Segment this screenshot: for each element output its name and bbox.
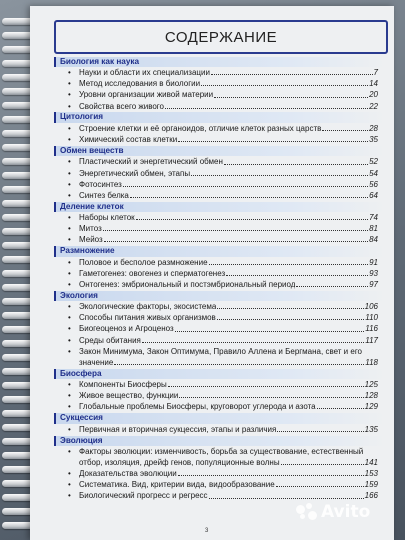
dot-leader: [175, 331, 365, 332]
entry-page: 91: [369, 257, 378, 267]
toc-entry[interactable]: [54, 379, 386, 390]
toc-section: [54, 413, 386, 435]
toc-entry[interactable]: [54, 323, 386, 334]
toc-entry[interactable]: [54, 123, 386, 134]
section-title: Деление клеток: [54, 202, 386, 213]
avito-watermark: [296, 500, 396, 524]
section-title: Эволюция: [54, 436, 386, 447]
entry-page: 56: [369, 179, 378, 189]
dot-leader: [103, 230, 368, 231]
table-of-contents: [54, 56, 386, 502]
entry-text: • Пластический и энергетический обмен: [79, 157, 223, 167]
entry-text: • Наборы клеток: [79, 213, 135, 223]
entry-text: • Способы питания живых организмов: [79, 313, 216, 323]
dot-leader: [217, 308, 363, 309]
dot-leader: [114, 364, 364, 365]
watermark-text: Avito: [321, 502, 371, 522]
entry-text: • Доказательства эволюции: [79, 469, 177, 479]
toc-entry[interactable]: [54, 156, 386, 167]
toc-entry[interactable]: [54, 257, 386, 268]
entry-text: • Биогеоценоз и Агроценоз: [79, 324, 174, 334]
entry-text-continued: отбор, изоляция, дрейф генов, популяционные волны: [79, 458, 280, 468]
toc-entry[interactable]: [54, 78, 386, 89]
dot-leader: [130, 197, 368, 198]
section-title: Биосфера: [54, 369, 386, 380]
dot-leader: [142, 342, 364, 343]
section-title: Экология: [54, 291, 386, 302]
entry-text: • Закон Минимума, Закон Оптимума, Правило Аллена и Бергмана, свет и его: [79, 346, 363, 356]
toc-entry[interactable]: [54, 212, 386, 223]
dot-leader: [168, 386, 364, 387]
toc-section: [54, 146, 386, 201]
entry-text: • Метод исследования в биологии: [79, 79, 201, 89]
toc-section: [54, 112, 386, 145]
dot-leader: [201, 85, 368, 86]
toc-entry[interactable]: [54, 335, 386, 346]
entry-page: 118: [365, 357, 378, 367]
avito-logo-icon: [296, 503, 318, 521]
toc-entry[interactable]: [54, 446, 386, 468]
entry-page: 116: [365, 324, 378, 334]
entry-page: 84: [369, 235, 378, 245]
entry-text: • Химический состав клетки: [79, 135, 178, 145]
page-number: 3: [205, 528, 209, 534]
entry-text: • Экологические факторы, экосистема: [79, 302, 217, 312]
toc-section: [54, 369, 386, 413]
entry-text: • Уровни организации живой материи: [79, 90, 214, 100]
dot-leader: [136, 219, 368, 220]
entry-text: • Мейоз: [79, 235, 103, 245]
dot-leader: [217, 319, 364, 320]
contents-title: СОДЕРЖАНИЕ: [164, 28, 278, 46]
section-title: Размножение: [54, 246, 386, 257]
dot-leader: [191, 175, 368, 176]
entry-text: • Онтогенез: эмбриональный и постэмбриональный период: [79, 279, 296, 289]
entry-text: • Строение клетки и её органоидов, отличие клеток разных царств: [79, 123, 322, 133]
entry-text: • Систематика. Вид, критерии вида, видообразование: [79, 480, 275, 490]
entry-text: • Среды обитания: [79, 335, 141, 345]
entry-page: 81: [369, 224, 378, 234]
entry-page: 166: [364, 491, 378, 501]
toc-section: [54, 57, 386, 112]
entry-page: 54: [369, 168, 378, 178]
entry-page: 135: [364, 424, 378, 434]
entry-page: 22: [369, 101, 378, 111]
toc-entry[interactable]: [54, 190, 386, 201]
dot-leader: [224, 164, 368, 165]
toc-entry[interactable]: [54, 424, 386, 435]
toc-entry[interactable]: [54, 168, 386, 179]
dot-leader: [209, 264, 369, 265]
dot-leader: [209, 498, 364, 499]
entry-page: 125: [364, 380, 378, 390]
entry-page: 97: [369, 279, 378, 289]
toc-entry[interactable]: [54, 401, 386, 412]
entry-page: 128: [364, 391, 378, 401]
entry-page: 159: [364, 480, 378, 490]
toc-entry[interactable]: [54, 301, 386, 312]
book-page: [30, 6, 394, 540]
dot-leader: [211, 74, 373, 75]
entry-page: 141: [364, 458, 378, 468]
toc-section: [54, 202, 386, 246]
toc-entry[interactable]: [54, 134, 386, 145]
entry-text: • Живое вещество, функции: [79, 391, 179, 401]
section-title: Биология как наука: [54, 57, 386, 68]
entry-text: • Фотосинтез: [79, 179, 122, 189]
entry-page: 93: [369, 268, 378, 278]
entry-page: 74: [369, 213, 378, 223]
dot-leader: [178, 141, 368, 142]
entry-page: 52: [369, 157, 378, 167]
dot-leader: [214, 97, 368, 98]
dot-leader: [281, 464, 364, 465]
entry-page: 28: [369, 123, 378, 133]
dot-leader: [296, 286, 368, 287]
entry-text: • Науки и области их специализации: [79, 68, 210, 78]
entry-page: 20: [369, 90, 378, 100]
entry-text: • Биологический прогресс и регресс: [79, 491, 208, 501]
toc-entry[interactable]: [54, 223, 386, 234]
entry-page: 64: [369, 190, 378, 200]
dot-leader: [178, 475, 364, 476]
entry-text: • Компоненты Биосферы: [79, 380, 167, 390]
dot-leader: [317, 408, 364, 409]
section-title: Обмен веществ: [54, 146, 386, 157]
toc-entry[interactable]: [54, 390, 386, 401]
toc-entry[interactable]: [54, 179, 386, 190]
toc-entry[interactable]: [54, 279, 386, 290]
entry-page: 14: [369, 79, 378, 89]
entry-text: • Факторы эволюции: изменчивость, борьба за существование, естественный: [79, 447, 364, 457]
entry-text: • Первичная и вторичная сукцессия, этапы и различия: [79, 424, 277, 434]
dot-leader: [322, 130, 368, 131]
toc-entry[interactable]: [54, 468, 386, 479]
dot-leader: [165, 108, 368, 109]
dot-leader: [123, 186, 368, 187]
entry-text: • Свойства всего живого: [79, 101, 164, 111]
dot-leader: [104, 241, 368, 242]
entry-text: • Митоз: [79, 224, 102, 234]
dot-leader: [276, 486, 364, 487]
toc-entry[interactable]: [54, 268, 386, 279]
entry-text: • Половое и бесполое размножение: [79, 257, 208, 267]
entry-page: 7: [373, 68, 378, 78]
toc-section: [54, 291, 386, 368]
entry-text: • Гаметогенез: овогенез и сперматогенез: [79, 268, 226, 278]
entry-page: 110: [365, 313, 378, 323]
entry-page: 117: [365, 335, 378, 345]
dot-leader: [277, 431, 363, 432]
toc-entry[interactable]: [54, 346, 386, 368]
entry-page: 106: [364, 302, 378, 312]
toc-entry[interactable]: [54, 479, 386, 490]
dot-leader: [226, 275, 368, 276]
entry-text-continued: значение: [79, 357, 114, 367]
toc-entry[interactable]: [54, 67, 386, 78]
toc-entry[interactable]: [54, 312, 386, 323]
toc-entry[interactable]: [54, 234, 386, 245]
entry-page: 35: [369, 135, 378, 145]
entry-text: • Глобальные проблемы Биосферы, круговорот углерода и азота: [79, 402, 316, 412]
section-title: Цитология: [54, 112, 386, 123]
entry-page: 129: [364, 402, 378, 412]
entry-text: • Энергетический обмен, этапы: [79, 168, 191, 178]
entry-text: • Синтез белка: [79, 190, 129, 200]
toc-entry[interactable]: [54, 101, 386, 112]
entry-page: 153: [364, 469, 378, 479]
toc-section: [54, 436, 386, 502]
dot-leader: [179, 397, 363, 398]
contents-header: [54, 20, 388, 54]
section-title: Сукцессия: [54, 413, 386, 424]
toc-entry[interactable]: [54, 89, 386, 100]
toc-section: [54, 246, 386, 290]
